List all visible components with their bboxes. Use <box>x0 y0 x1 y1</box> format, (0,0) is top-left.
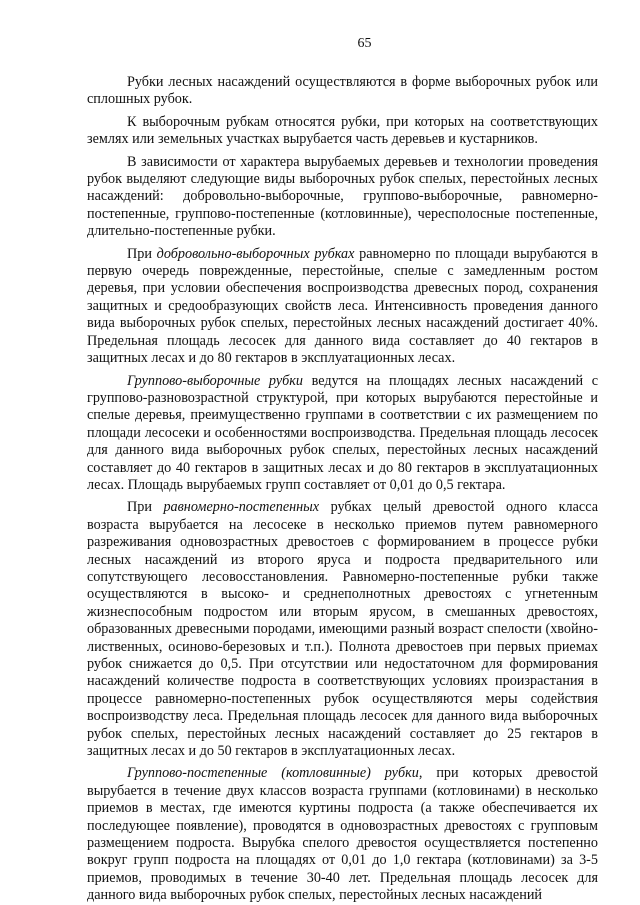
paragraph-text: К выборочным рубкам относятся рубки, при которых на соответствующих землях или земельных участках вырубается часть деревьев и кустарников. <box>87 113 598 148</box>
paragraph-text: Рубки лесных насаждений осуществляются в форме выборочных рубок или сплошных рубок. <box>87 74 598 108</box>
italic-term: добровольно-выборочных рубках <box>156 245 355 262</box>
italic-term: равномерно-постепенных <box>163 499 320 516</box>
paragraph-text: рубках целый древостой одного класса возраста вырубается на лесосеке в несколько приемов путем равномерного разреживания одновозрастных древостоев с формированием в процессе рубки лесных насаждений из второго яруса и подроста предварительного или сопутствующего лесовосстановления. Равномерно-постепенные рубки также осуществляются в высоко- и среднеполнотных древостоях с угнетенным жизнеспособным подростом или вторым ярусом, в смешанных древостоях, образованных древесными породами, имеющими разный возраст спелости (хвойно-лиственных, осиново-березовых и т.п.). Полнота древостоев при первых приемах рубок снижается до 0,5. При отсутствии или недостаточном для формирования насаждений количестве подроста в соответствующих условиях произрастания в процессе равномерно-постепенных рубок осуществляются меры содействия воспроизводству леса. Предельная площадь лесосек для данного вида выборочных рубок спелых, перестойных лесных насаждений составляет до 25 гектаров в защитных лесах и до 50 гектаров в эксплуатационных лесах. <box>87 499 598 760</box>
paragraph <box>87 74 598 109</box>
paragraph <box>87 246 598 368</box>
document-body <box>87 74 598 905</box>
italic-term: Группово-выборочные рубки <box>127 372 303 389</box>
paragraph <box>87 114 598 149</box>
paragraph-text: ведутся на площадях лесных насаждений с группово-разновозрастной структурой, при которых вырубаются перестойные и спелые деревья, преимущественно группами в соответствии с их размещением по площади лесосеки и особенностями воспроизводства. Предельная площадь лесосек для данного вида выборочных рубок спелых, перестойных лесных насаждений составляет до 40 гектаров в защитных лесах и до 80 гектаров в эксплуатационных лесах. Площадь вырубаемых групп составляет от 0,01 до 0,5 гектара. <box>87 372 598 493</box>
page-number: 65 <box>357 36 372 51</box>
paragraph <box>87 154 598 241</box>
paragraph <box>87 373 598 495</box>
paragraph <box>87 499 598 760</box>
italic-term: Группово-постепенные (котловинные) рубки <box>127 765 419 782</box>
paragraph-text: При <box>127 499 164 516</box>
paragraph-text: При <box>127 245 157 262</box>
paragraph-text: , при которых древостой вырубается в течение двух классов возраста группами (котловинами) в несколько приемов в местах, где имеются куртины подроста (а также обеспечивается их последующее появление), проводятся в одновозрастных древостоях с групповым размещением подроста. Вырубка спелого древостоя осуществляется постепенно вокруг групп подроста на площадях от 0,01 до 1,0 гектара (котловинами) за 3-5 приемов, проводимых в течение 30-40 лет. Предельная площадь лесосек для данного вида выборочных рубок спелых, перестойных лесных насаждений <box>87 765 598 904</box>
paragraph-text: В зависимости от характера вырубаемых деревьев и технологии проведения рубок выделяют следующие виды выборочных рубок спелых, перестойных лесных насаждений: добровольно-выборочные, группово-выборочные, равномерно-постепенные, группово-постепенные (котловинные), чересполосные постепенные, длительно-постепенные рубки. <box>87 153 598 240</box>
paragraph-text: равномерно по площади вырубаются в первую очередь поврежденные, перестойные, спелые с замедленным ростом деревья, при условии обеспечения воспроизводства древесных пород, сохранения защитных и средообразующих свойств леса. Интенсивность проведения данного вида выборочных рубок спелых, перестойных лесных насаждений достигает 40%. Предельная площадь лесосек для данного вида составляет до 40 гектаров в защитных лесах и до 80 гектаров в эксплуатационных лесах. <box>87 245 598 367</box>
paragraph <box>87 765 598 904</box>
